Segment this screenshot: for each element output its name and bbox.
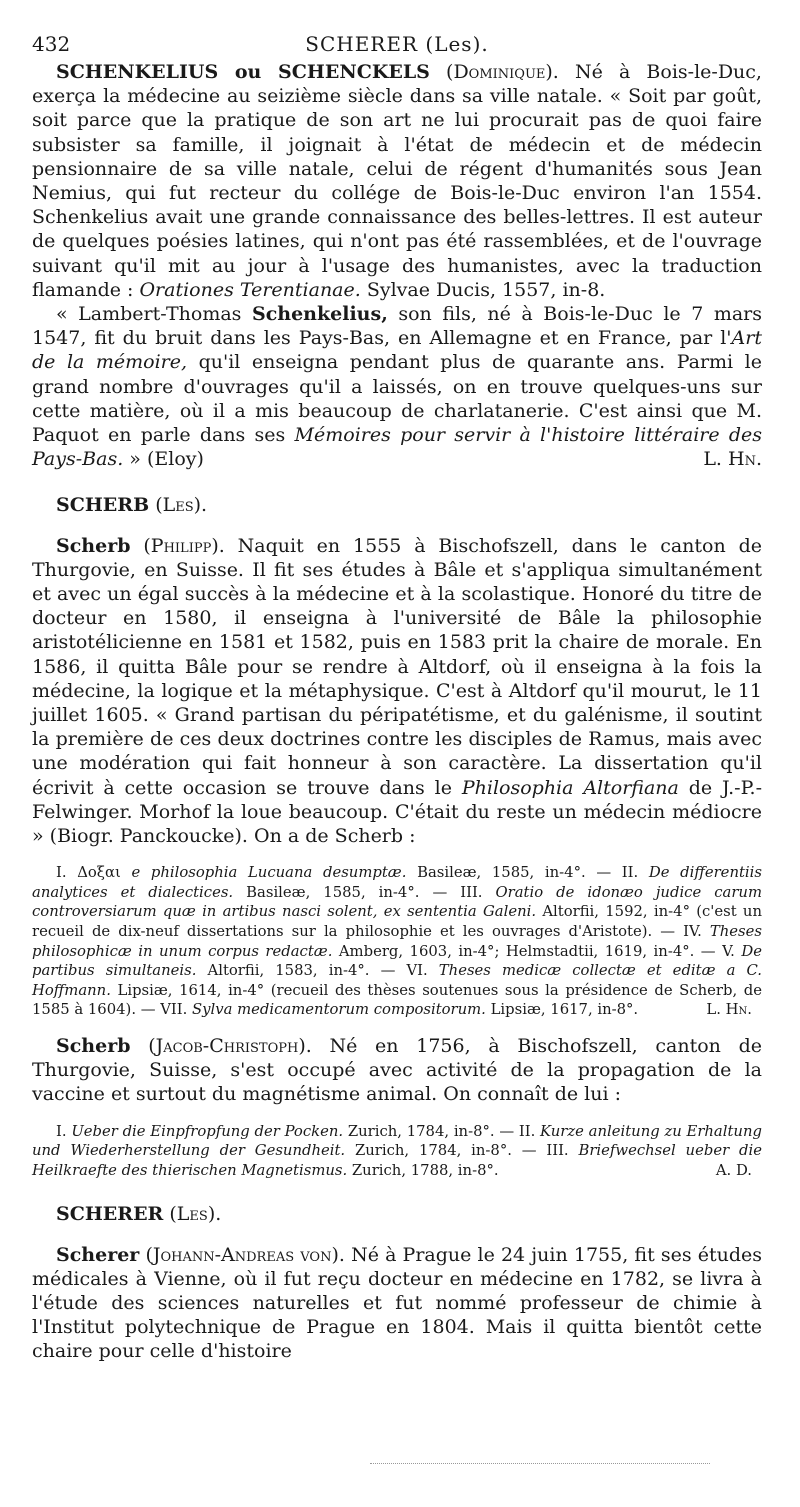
paragraph-start: « Lambert-Thomas	[56, 303, 242, 326]
work-info: Amberg, 1603, in-4°; Helmstadtii, 1619, in-4°. — V.	[338, 942, 735, 960]
section-heading-scherb	[56, 493, 762, 517]
entry-name: SCHENKELIUS ou SCHENCKELS	[56, 61, 430, 83]
work-title: Theses philosophicæ in unum corpus redactæ.	[32, 923, 762, 960]
work-info: Zurich, 1784, in-8°. — II.	[347, 1122, 536, 1140]
entry-text: Né en 1756, à Bischofszell, canton de Thurgovie, Suisse, s'est occupé avec activité de la propagation de la vaccine et surtout du magnétisme animal. On connaît de lui :	[32, 1035, 762, 1106]
work-title: Kurze anleitung zu Erhaltung und Wiederherstellung der Gesundheit.	[32, 1122, 762, 1160]
work-title: Ueber die Einpfropfung der Pocken.	[71, 1122, 344, 1140]
work-title: Philosophia Altorfiana	[461, 776, 679, 799]
work-title: Orationes Terentianae.	[139, 278, 361, 301]
entry-text: Né à Bois-le-Duc, exerça la médecine au seizième siècle dans sa ville natale. « Soit par goût, soit parce que la pratique de son art ne lui procurait pas de quoi faire subsister sa famille, il joignait à l'état de médecin et de médecin pensionnaire de sa ville natale, celui de régent d'humanités sous Jean Nemius, qui fut recteur du collége de Bois-le-Duc environ l'an 1554. Schenkelius avait une grande connaissance des belles-lettres. Il est auteur de quelques poésies latines, qui n'ont pas été rassemblées, et de l'ouvrage suivant qu'il mit au jour à l'usage des humanistes, avec la traduction flamande :	[32, 61, 762, 301]
signature: L. Hn.	[706, 1001, 752, 1019]
heading-name: SCHERB	[56, 494, 150, 517]
work-title: Art de la mémoire,	[32, 327, 762, 374]
entry-forename: (Dominique).	[446, 61, 559, 83]
entry-scherer-johann	[32, 1243, 762, 1364]
paragraph-text: son fils, né à Bois-le-Duc le 7 mars 1547, fit du bruit dans les Pays-Bas, en Allemagne et en France, par l'	[32, 303, 762, 350]
entry-text: Né à Prague le 24 juin 1755, fit ses études médicales à Vienne, où il fut reçu docteur en médecine en 1782, se livra à l'étude des sciences naturelles et fut nommé professeur de chimie à l'Institut polytechnique de Prague en 1804. Mais il quitta bientôt cette chaire pour celle d'histoire	[32, 1243, 762, 1363]
work-info: Zurich, 1784, in-8°. — III.	[354, 1142, 569, 1160]
work-title: De partibus simultaneis.	[32, 942, 762, 980]
entry-scherb-philipp	[32, 534, 762, 849]
entry-name: Scherb	[56, 534, 131, 557]
work-info: Basileæ, 1585, in-4°. — III.	[246, 883, 483, 901]
entry-name: Schenkelius,	[251, 303, 388, 326]
entry-name: Scherb	[56, 1035, 131, 1058]
entry-scherb-jacob	[32, 1034, 762, 1107]
entry-text: de J.-P.-Felwinger. Morhof la loue beaucoup. C'était du reste un médecin médiocre » (Biogr. Panckoucke). On a de Scherb :	[32, 776, 762, 848]
section-heading-scherer	[56, 1202, 762, 1226]
work-title: De differentiis analytices et dialectices.	[32, 864, 762, 901]
running-title: SCHERER (Les).	[305, 32, 489, 56]
works-list-scherb-jacob	[32, 1122, 762, 1181]
running-head	[32, 26, 762, 60]
work-title: Sylva medicamentorum compositorum.	[192, 1001, 486, 1019]
entry-forename: (Jacob-Christoph).	[148, 1035, 312, 1058]
work-number: I.	[56, 1122, 67, 1140]
footer-rule	[370, 1463, 710, 1464]
work-title: Oratio de idonæo judice carum controversiarum quæ in artibus nasci solent, ex sententia Galeni.	[32, 883, 762, 921]
work-info: Sylvae Ducis, 1557, in-8.	[366, 278, 606, 301]
work-info: Lipsiæ, 1614, in-4° (recueil des thèses soutenues sous la présidence de Scherb, de 1585 à 1604). — VII.	[32, 981, 762, 1019]
citation: » (Eloy)	[129, 448, 204, 471]
work-info: Zurich, 1788, in-8°.	[351, 1161, 499, 1179]
paragraph-text: qu'il enseigna pendant plus de quarante ans. Parmi le grand nombre d'ouvrages qu'il a laissés, on en trouve quelques-uns sur cette matière, où il a mis beaucoup de charlatanerie. C'est ainsi que M. Paquot en parle dans ses	[32, 351, 762, 447]
heading-suffix: (Les).	[155, 494, 208, 517]
entry-forename: (Johann-Andreas von).	[145, 1243, 345, 1266]
work-title: Theses medicæ collectæ et editæ a C. Hoffmann.	[32, 962, 762, 999]
work-info: Lipsiæ, 1617, in-8°.	[490, 1001, 639, 1019]
work-title: Mémoires pour servir à l'histoire littéraire des Pays-Bas.	[32, 424, 762, 471]
heading-name: SCHERER	[56, 1203, 164, 1226]
signature: L. Hn.	[703, 448, 762, 471]
work-info: Altorfii, 1583, in-4°. — VI.	[207, 962, 428, 980]
work-info: Basileæ, 1585, in-4°. — II.	[417, 864, 639, 882]
work-title: Briefwechsel ueber die Heilkraefte des thierischen Magnetismus.	[32, 1142, 762, 1179]
entry-name: Scherer	[56, 1243, 140, 1266]
heading-suffix: (Les).	[169, 1203, 222, 1226]
work-number: I. Δοξαι	[56, 864, 121, 882]
work-info: Altorfii, 1592, in-4° (c'est un recueil de dix-neuf dissertations sur la philosophie et les ouvrages d'Aristote). — IV.	[32, 903, 762, 941]
entry-schenkelius-son	[32, 302, 762, 471]
entry-schenkelius	[32, 60, 762, 302]
signature: A. D.	[715, 1161, 752, 1179]
entry-forename: (Philipp).	[143, 534, 225, 557]
entry-text: Naquit en 1555 à Bischofszell, dans le canton de Thurgovie, en Suisse. Il fit ses études à Bâle et s'appliqua simultanément et avec un égal succès à la médecine et à la scolastique. Honoré du titre de docteur en 1580, il enseigna à l'université de Bâle la philosophie aristotélicienne en 1581 et 1582, puis en 1583 prit la chaire de morale. En 1586, il quitta Bâle pour se rendre à Altdorf, où il enseigna à la fois la médecine, la logique et la métaphysique. C'est à Altdorf qu'il mourut, le 11 juillet 1605. « Grand partisan du péripatétisme, et du galénisme, il soutint la première de ces deux doctrines contre les disciples de Ramus, mais avec une modération qui fait honneur à son caractère. La dissertation qu'il écrivit à cette occasion se trouve dans le	[32, 534, 762, 799]
work-title: e philosophia Lucuana desumptæ.	[131, 864, 407, 882]
works-list-scherb-philipp	[32, 863, 762, 1020]
page-number: 432	[32, 32, 71, 56]
